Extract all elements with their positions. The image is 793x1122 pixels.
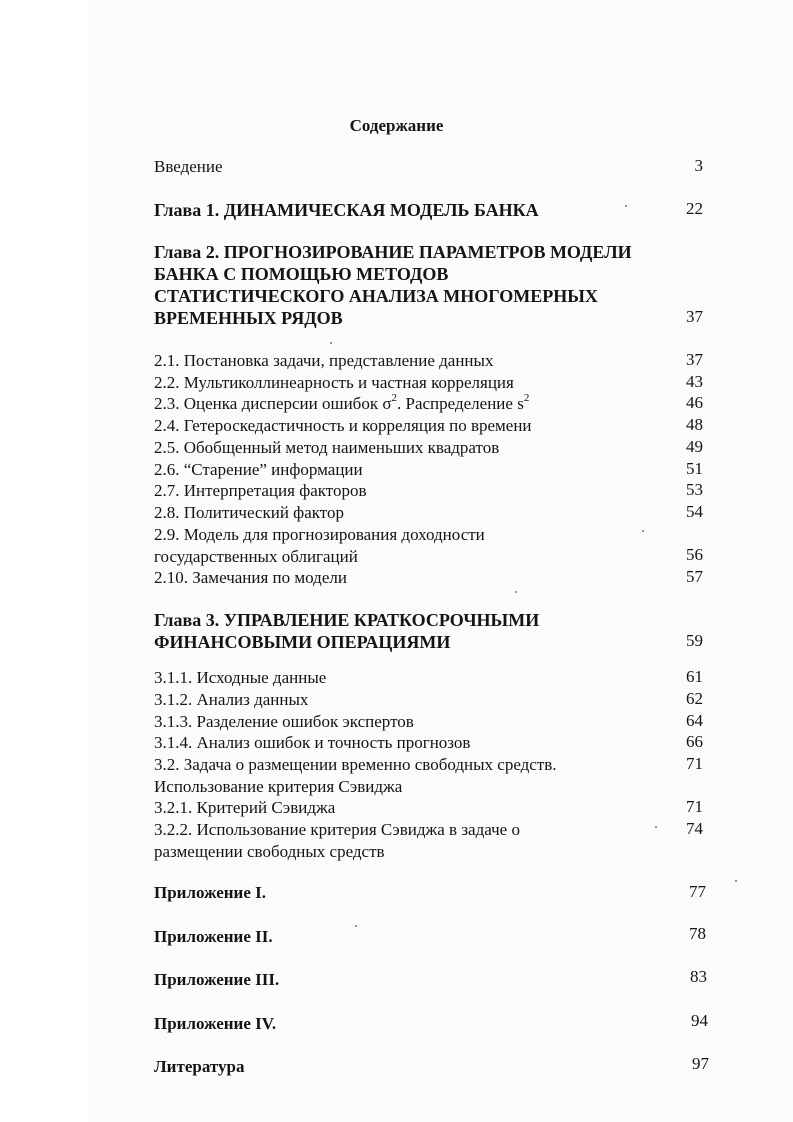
toc-page-3-1-1: 61	[686, 667, 703, 686]
toc-page-chapter-2: 37	[686, 307, 703, 326]
toc-entry-line: Глава 3. УПРАВЛЕНИЕ КРАТКОСРОЧНЫМИ	[154, 610, 540, 630]
toc-page-appendix-2: 78	[689, 924, 706, 943]
toc-page-2-9: 56	[686, 545, 703, 564]
toc-entry-appendix-1: Приложение I.	[154, 883, 266, 902]
scan-speck	[735, 880, 737, 882]
toc-page-chapter-3: 59	[686, 631, 703, 650]
toc-entry-chapter-3	[154, 609, 539, 653]
scan-speck	[515, 591, 517, 593]
toc-entry-2-6: 2.6. “Старение” информации	[154, 460, 363, 479]
scan-speck	[655, 826, 657, 828]
toc-page-2-10: 57	[686, 567, 703, 586]
toc-entry-3-1-3: 3.1.3. Разделение ошибок экспертов	[154, 712, 414, 731]
toc-page-appendix-1: 77	[689, 882, 706, 901]
toc-entry-line: 2.9. Модель для прогнозирования доходности	[154, 525, 485, 544]
toc-entry-3-2	[154, 754, 557, 798]
toc-entry-2-4: 2.4. Гетероскедастичность и корреляция по времени	[154, 416, 532, 435]
toc-page-3-1-2: 62	[686, 689, 703, 708]
toc-entry-line: Глава 2. ПРОГНОЗИРОВАНИЕ ПАРАМЕТРОВ МОДЕЛИ	[154, 242, 632, 262]
toc-page-2-4: 48	[686, 415, 703, 434]
toc-page-2-5: 49	[686, 437, 703, 456]
toc-page-2-1: 37	[686, 350, 703, 369]
toc-entry-line: СТАТИСТИЧЕСКОГО АНАЛИЗА МНОГОМЕРНЫХ	[154, 286, 598, 306]
toc-entry-line: ФИНАНСОВЫМИ ОПЕРАЦИЯМИ	[154, 632, 451, 652]
toc-entry-2-8: 2.8. Политический фактор	[154, 503, 344, 522]
toc-entry-appendix-4: Приложение IV.	[154, 1014, 277, 1033]
toc-page-chapter-1: 22	[686, 199, 703, 218]
toc-page-2-8: 54	[686, 502, 703, 521]
toc-page-3-2: 71	[686, 754, 703, 773]
toc-entry-line: ВРЕМЕННЫХ РЯДОВ	[154, 308, 343, 328]
toc-page-3-2-1: 71	[686, 797, 703, 816]
toc-entry-line: государственных облигаций	[154, 547, 358, 566]
toc-entry-line: БАНКА С ПОМОЩЬЮ МЕТОДОВ	[154, 264, 449, 284]
toc-entry-line: размещении свободных средств	[154, 842, 385, 861]
toc-page-2-3: 46	[686, 393, 703, 412]
toc-entry-2-7: 2.7. Интерпретация факторов	[154, 481, 367, 500]
scan-speck	[330, 342, 332, 344]
toc-entry-literature: Литература	[154, 1057, 245, 1076]
scan-speck	[355, 925, 357, 927]
toc-entry-2-1: 2.1. Постановка задачи, представление данных	[154, 351, 494, 370]
toc-page-2-6: 51	[686, 459, 703, 478]
toc-entry-line: Использование критерия Сэвиджа	[154, 777, 403, 796]
scan-margin	[0, 0, 88, 1122]
toc-title: Содержание	[349, 116, 444, 135]
sigma-superscript: 2	[391, 392, 398, 405]
toc-page-3-1-3: 64	[686, 711, 703, 730]
toc-entry-intro: Введение	[154, 157, 223, 176]
scan-speck	[625, 205, 627, 207]
toc-entry-line: 3.2.2. Использование критерия Сэвиджа в задаче о	[154, 820, 520, 839]
toc-entry-line: 3.2. Задача о размещении временно свободных средств.	[154, 755, 557, 774]
toc-entry-2-3-part-b: . Распределение s	[397, 394, 524, 413]
s-superscript: 2	[523, 392, 530, 405]
toc-entry-2-9	[154, 524, 485, 568]
toc-page-appendix-4: 94	[691, 1011, 708, 1030]
toc-entry-chapter-2	[154, 241, 632, 329]
toc-entry-2-3-part-a: 2.3. Оценка дисперсии ошибок σ	[154, 394, 392, 413]
toc-entry-chapter-1: Глава 1. ДИНАМИЧЕСКАЯ МОДЕЛЬ БАНКА	[154, 200, 539, 220]
toc-entry-2-5: 2.5. Обобщенный метод наименьших квадратов	[154, 438, 500, 457]
toc-entry-appendix-2: Приложение II.	[154, 927, 273, 946]
toc-page-intro: 3	[694, 156, 703, 175]
toc-page-3-1-4: 66	[686, 732, 703, 751]
toc-page-3-2-2: 74	[686, 819, 703, 838]
toc-entry-2-10: 2.10. Замечания по модели	[154, 568, 347, 587]
toc-page-2-7: 53	[686, 480, 703, 499]
toc-entry-appendix-3: Приложение III.	[154, 970, 280, 989]
toc-entry-3-1-1: 3.1.1. Исходные данные	[154, 668, 327, 687]
toc-page-literature: 97	[692, 1054, 709, 1073]
toc-entry-2-3	[154, 393, 529, 415]
scan-speck	[642, 530, 644, 532]
toc-entry-3-2-2	[154, 819, 520, 863]
toc-page-2-2: 43	[686, 372, 703, 391]
toc-page-appendix-3: 83	[690, 967, 707, 986]
toc-entry-3-2-1: 3.2.1. Критерий Сэвиджа	[154, 798, 336, 817]
toc-entry-2-2: 2.2. Мультиколлинеарность и частная корреляция	[154, 373, 514, 392]
toc-entry-3-1-4: 3.1.4. Анализ ошибок и точность прогнозов	[154, 733, 471, 752]
toc-entry-3-1-2: 3.1.2. Анализ данных	[154, 690, 309, 709]
